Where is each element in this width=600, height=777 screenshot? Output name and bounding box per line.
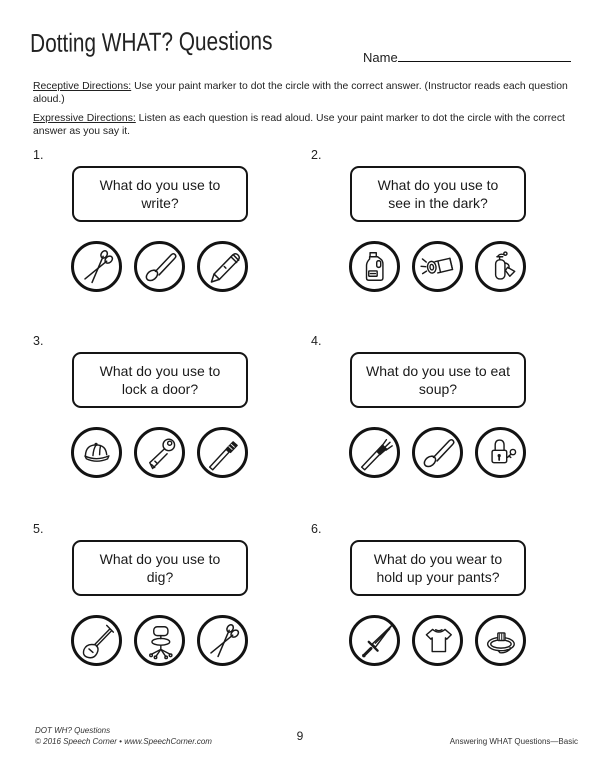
question-prompt-box: What do you use to write? [72, 166, 248, 222]
footer-copyright: © 2016 Speech Corner • www.SpeechCorner.com [35, 736, 212, 746]
answer-option[interactable] [134, 427, 185, 478]
footer-page-number: 9 [296, 729, 304, 743]
fire-extinguisher-icon [481, 247, 520, 286]
answer-option[interactable] [349, 427, 400, 478]
spoon-icon [418, 433, 457, 472]
question-block-1 [30, 146, 290, 316]
answer-option[interactable] [134, 615, 185, 666]
footer-series-title: DOT WH? Questions [35, 726, 111, 735]
answer-option[interactable] [197, 241, 248, 292]
answer-option[interactable] [349, 615, 400, 666]
answer-options [349, 241, 526, 292]
scissors-icon [203, 621, 242, 660]
expressive-directions [33, 112, 578, 139]
padlock-icon [481, 433, 520, 472]
answer-option[interactable] [71, 427, 122, 478]
answer-options [71, 427, 248, 478]
name-blank-line[interactable] [398, 48, 571, 62]
flashlight-icon [418, 247, 457, 286]
question-prompt-box: What do you use to dig? [72, 540, 248, 596]
shovel-icon [77, 621, 116, 660]
answer-option[interactable] [197, 615, 248, 666]
question-block-6 [308, 520, 568, 690]
question-block-2 [308, 146, 568, 316]
answer-options [71, 615, 248, 666]
answer-options [349, 615, 526, 666]
expressive-directions-text: Listen as each question is read aloud. Use your paint marker to dot the circle with the correct answer as you say it. [33, 112, 565, 138]
question-number: 3. [33, 334, 44, 348]
name-row [363, 48, 571, 65]
answer-option[interactable] [412, 427, 463, 478]
milk-jug-icon [355, 247, 394, 286]
spoon-icon [140, 247, 179, 286]
answer-option[interactable] [349, 241, 400, 292]
question-block-5 [30, 520, 290, 690]
answer-option[interactable] [412, 615, 463, 666]
footer-section: Answering WHAT Questions—Basic [449, 737, 578, 746]
receptive-directions [33, 80, 578, 107]
scissors-icon [77, 247, 116, 286]
key-icon [140, 433, 179, 472]
question-number: 5. [33, 522, 44, 536]
answer-option[interactable] [475, 427, 526, 478]
page-title: Dotting WHAT? Questions [30, 25, 273, 58]
answer-option[interactable] [71, 615, 122, 666]
question-number: 6. [311, 522, 322, 536]
name-label: Name [363, 50, 398, 65]
answer-option[interactable] [197, 427, 248, 478]
receptive-directions-text: Use your paint marker to dot the circle with the correct answer. (Instructor reads each question aloud.) [33, 81, 568, 106]
answer-options [71, 241, 248, 292]
toothbrush-icon [203, 433, 242, 472]
question-number: 2. [311, 148, 322, 162]
cap-icon [77, 433, 116, 472]
answer-option[interactable] [475, 241, 526, 292]
fork-icon [355, 433, 394, 472]
desk-chair-icon [140, 621, 179, 660]
sword-icon [355, 621, 394, 660]
answer-option[interactable] [134, 241, 185, 292]
question-prompt-box: What do you wear to hold up your pants? [350, 540, 526, 596]
pencil-icon [203, 247, 242, 286]
answer-options [349, 427, 526, 478]
directions [33, 80, 578, 144]
question-block-3 [30, 332, 290, 502]
question-number: 4. [311, 334, 322, 348]
t-shirt-icon [418, 621, 457, 660]
belt-icon [481, 621, 520, 660]
question-number: 1. [33, 148, 44, 162]
answer-option[interactable] [412, 241, 463, 292]
expressive-directions-label: Expressive Directions: [33, 112, 136, 124]
answer-option[interactable] [475, 615, 526, 666]
receptive-directions-label: Receptive Directions: [33, 81, 132, 92]
question-prompt-box: What do you use to lock a door? [72, 352, 248, 408]
question-block-4 [308, 332, 568, 502]
question-prompt-box: What do you use to see in the dark? [350, 166, 526, 222]
question-prompt-box: What do you use to eat soup? [350, 352, 526, 408]
answer-option[interactable] [71, 241, 122, 292]
